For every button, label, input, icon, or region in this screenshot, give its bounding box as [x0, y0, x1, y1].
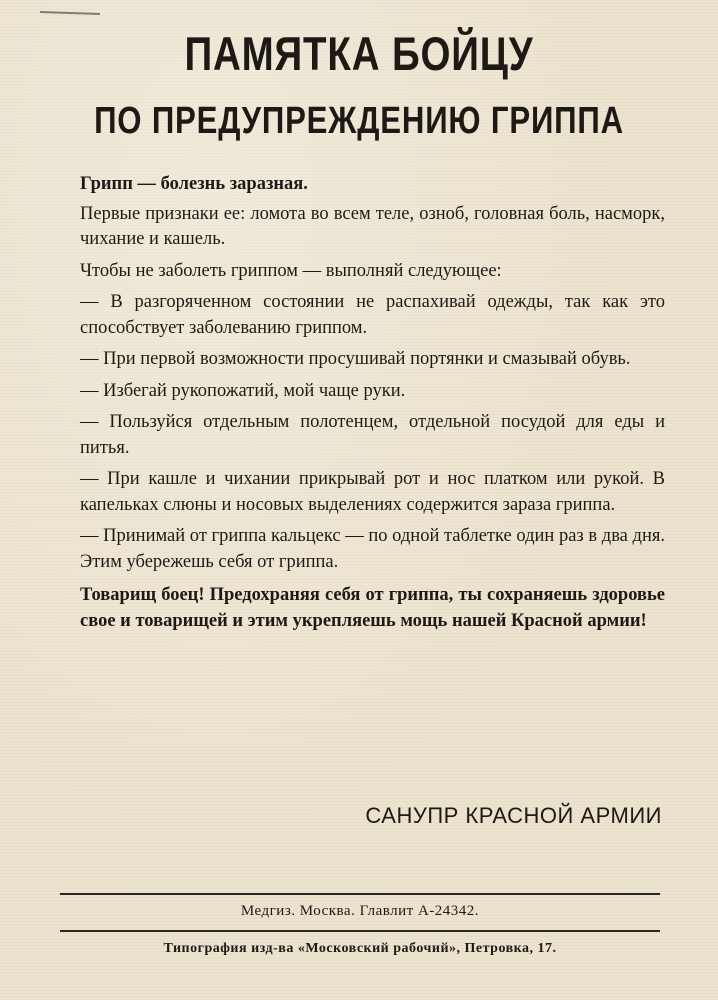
poster-title: ПАМЯТКА БОЙЦУ [184, 27, 534, 80]
rule-item: — В разгоряченном состоянии не распахивай одежды, так как это способствует заболеванию гриппом. [80, 292, 665, 338]
printer-imprint: Типография изд-ва «Московский рабочий», Петровка, 17. [163, 941, 557, 956]
rule-item: — При первой возможности просушивай портянки и смазывай обувь. [80, 349, 631, 369]
divider-top [60, 893, 660, 895]
instructions-intro: Чтобы не заболеть гриппом — выполняй следующее: [80, 260, 502, 281]
poster-body [80, 172, 665, 640]
rule-item: — Избегай рукопожатий, мой чаще руки. [80, 380, 406, 401]
rule-item: — Пользуйся отдельным полотенцем, отдельной посудой для еды и питья. [80, 412, 665, 458]
rule-item: — Принимай от гриппа кальцекс — по одной таблетке один раз в два дня. Этим убережешь себя от гриппа. [80, 526, 665, 572]
poster-subtitle: ПО ПРЕДУПРЕЖДЕНИЮ ГРИППА [94, 100, 624, 142]
lead-paragraph: Грипп — болезнь заразная. [80, 174, 308, 194]
appeal-paragraph: Товарищ боец! Предохраняя себя от гриппа, ты сохраняешь здоровье свое и товарищей и этим укрепляешь мощь нашей Красной армии! [80, 585, 665, 631]
rule-item: — При кашле и чихании прикрывай рот и нос платком или рукой. В капельках слюны и носовых выделениях содержится зараза гриппа. [80, 469, 665, 515]
signature: САНУПР КРАСНОЙ АРМИИ [365, 803, 662, 828]
divider-bottom [60, 930, 660, 932]
pen-mark [40, 11, 100, 15]
symptoms-paragraph: Первые признаки ее: ломота во всем теле, озноб, головная боль, насморк, чихание и кашель. [80, 203, 665, 249]
publisher-imprint: Медгиз. Москва. Главлит А-24342. [240, 903, 480, 919]
